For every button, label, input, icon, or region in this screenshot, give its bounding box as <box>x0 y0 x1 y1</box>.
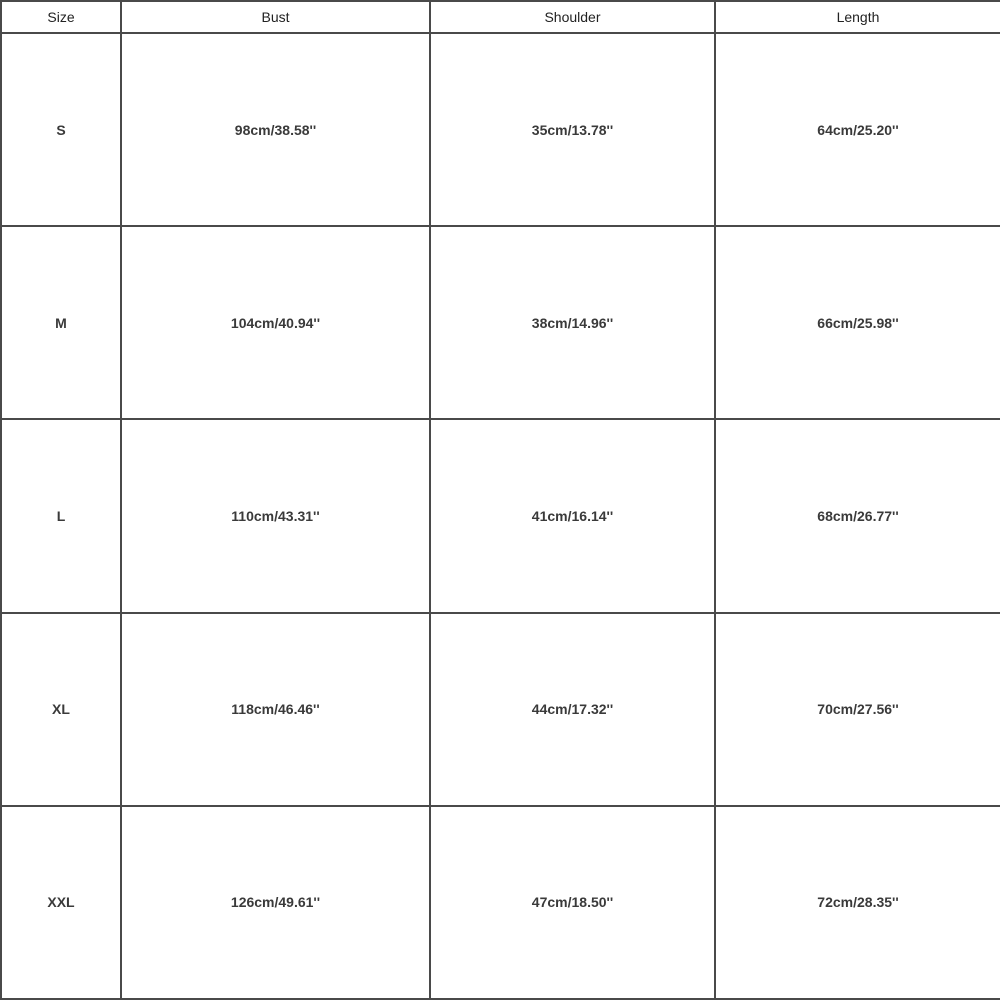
cell-length: 66cm/25.98'' <box>715 226 1000 419</box>
cell-size: XL <box>1 613 121 806</box>
table-header-row <box>1 1 1000 33</box>
cell-size: M <box>1 226 121 419</box>
cell-bust: 110cm/43.31'' <box>121 419 430 612</box>
cell-shoulder: 47cm/18.50'' <box>430 806 715 999</box>
table-row <box>1 226 1000 419</box>
cell-size: L <box>1 419 121 612</box>
header-length: Length <box>715 1 1000 33</box>
cell-size: S <box>1 33 121 226</box>
cell-length: 68cm/26.77'' <box>715 419 1000 612</box>
cell-bust: 104cm/40.94'' <box>121 226 430 419</box>
table-row <box>1 33 1000 226</box>
table-row <box>1 613 1000 806</box>
header-shoulder: Shoulder <box>430 1 715 33</box>
cell-bust: 118cm/46.46'' <box>121 613 430 806</box>
cell-length: 70cm/27.56'' <box>715 613 1000 806</box>
table-row <box>1 806 1000 999</box>
header-bust: Bust <box>121 1 430 33</box>
cell-size: XXL <box>1 806 121 999</box>
cell-bust: 126cm/49.61'' <box>121 806 430 999</box>
cell-length: 72cm/28.35'' <box>715 806 1000 999</box>
cell-shoulder: 38cm/14.96'' <box>430 226 715 419</box>
cell-bust: 98cm/38.58'' <box>121 33 430 226</box>
cell-length: 64cm/25.20'' <box>715 33 1000 226</box>
cell-shoulder: 41cm/16.14'' <box>430 419 715 612</box>
cell-shoulder: 44cm/17.32'' <box>430 613 715 806</box>
table-row <box>1 419 1000 612</box>
header-size: Size <box>1 1 121 33</box>
cell-shoulder: 35cm/13.78'' <box>430 33 715 226</box>
